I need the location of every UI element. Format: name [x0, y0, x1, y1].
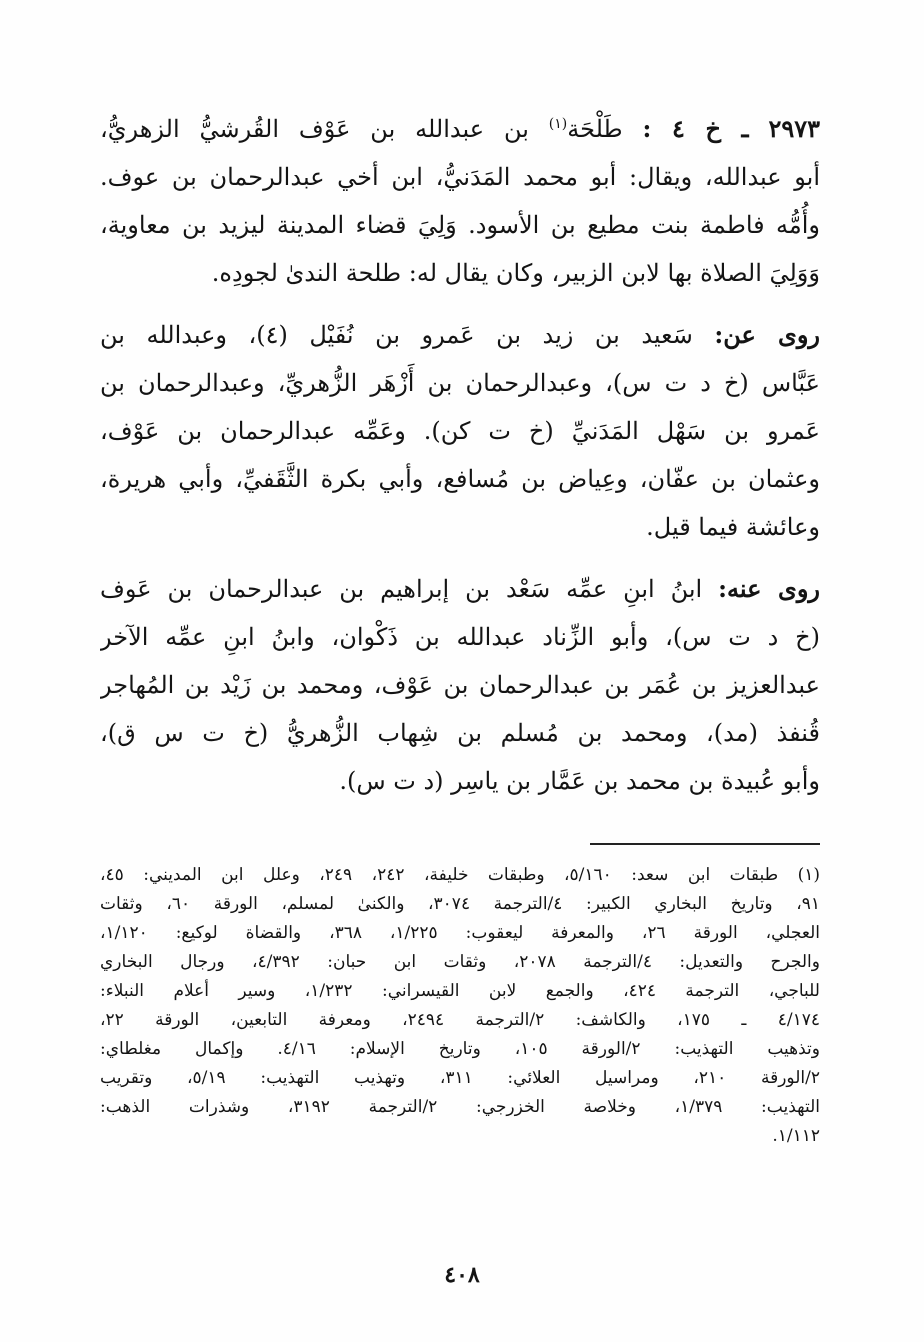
footnote-reference: (١) — [548, 116, 568, 132]
footnote-line: ٩١، وتاريخ البخاري الكبير: ٤/الترجمة ٣٠٧٤، والكنىٰ لمسلم، الورقة ٦٠، وثقات — [100, 894, 820, 914]
entry-number: ٢٩٧٣ — [768, 114, 820, 143]
entry-name: طَلْحَة — [567, 115, 623, 143]
footnote-line: وتذهيب التهذيب: ٢/الورقة ١٠٥، وتاريخ الإسلام: ٤/١٦. وإكمال مغلطاي: — [100, 1039, 820, 1059]
entry-paragraph — [100, 100, 820, 297]
page-number: ٤٠٨ — [444, 1262, 480, 1288]
entry-code: ـ خ ٤ : — [642, 114, 749, 143]
entry-first-line — [100, 100, 820, 153]
narrated-from-line: عَبَّاس (خ د ت س)، وعبدالرحمان بن أَزْهَر الزُّهريِّ، وعبدالرحمان بن — [100, 369, 820, 397]
footnote-line: ٤/١٧٤ ـ ١٧٥، والكاشف: ٢/الترجمة ٢٤٩٤، ومعرفة التابعين، الورقة ٢٢، — [100, 1010, 820, 1030]
footnote-line: العجلي، الورقة ٢٦، والمعرفة ليعقوب: ١/٢٢٥، ٣٦٨، والقضاة لوكيع: ١/١٢٠، — [100, 923, 820, 943]
narrated-by-first-line — [100, 565, 820, 613]
narrated-by-line: وأبو عُبيدة بن محمد بن عَمَّار بن ياسِر (د ت س). — [339, 767, 820, 795]
narrated-from-heading: روى عن: — [714, 320, 820, 349]
footnote-line: التهذيب: ١/٣٧٩، وخلاصة الخزرجي: ٢/الترجمة ٣١٩٢، وشذرات الذهب: — [100, 1097, 820, 1117]
narrated-by-line: عبدالعزيز بن عُمَر بن عبدالرحمان بن عَوْف، ومحمد بن زَيْد بن المُهاجر — [100, 671, 820, 699]
footnote-line: والجرح والتعديل: ٤/الترجمة ٢٠٧٨، وثقات ابن حبان: ٤/٣٩٢، ورجال البخاري — [100, 952, 820, 972]
entry-line: أبو عبدالله، ويقال: أبو محمد المَدَنيُّ، ابن أخي عبدالرحمان بن عوف. — [100, 163, 820, 191]
narrated-from-first-line — [100, 311, 820, 359]
footnote-separator — [590, 843, 820, 845]
narrated-from-paragraph — [100, 311, 820, 551]
footnote-line: ٢/الورقة ٢١٠، ومراسيل العلائي: ٣١١، وتهذيب التهذيب: ٥/١٩، وتقريب — [100, 1068, 820, 1088]
page-body — [100, 100, 820, 1151]
footnote-line: للباجي، الترجمة ٤٢٤، والجمع لابن القيسراني: ١/٢٣٢، وسير أعلام النبلاء: — [100, 981, 820, 1001]
footnote-line: ١/١١٢. — [772, 1126, 820, 1146]
narrated-by-heading: روى عنه: — [718, 574, 820, 603]
narrated-from-line: وعائشة فيما قيل. — [646, 513, 820, 541]
entry-line: بن عبدالله بن عَوْف القُرشيُّ الزهريُّ، — [100, 115, 529, 143]
narrated-from-line: سَعيد بن زيد بن عَمرو بن نُفَيْل (٤)، وعبدالله بن — [100, 321, 693, 349]
footnote — [100, 861, 820, 1151]
entry-line: وَوَلِيَ الصلاة بها لابن الزبير، وكان يقال له: طلحة الندىٰ لجودِه. — [211, 259, 820, 287]
narrated-from-line: وعثمان بن عفّان، وعِياض بن مُسافع، وأبي بكرة الثَّقَفيِّ، وأبي هريرة، — [100, 465, 820, 493]
entry-line: وأُمُّه فاطمة بنت مطيع بن الأسود. وَلِيَ قضاء المدينة ليزيد بن معاوية، — [100, 211, 820, 239]
narrated-from-line: عَمرو بن سَهْل المَدَنيِّ (خ ت كن). وعَمِّه عبدالرحمان بن عَوْف، — [100, 417, 820, 445]
footnote-line: (١) طبقات ابن سعد: ٥/١٦٠، وطبقات خليفة، ٢٤٢، ٢٤٩، وعلل ابن المديني: ٤٥، — [100, 865, 820, 885]
narrated-by-line: (خ د ت س)، وأبو الزِّناد عبدالله بن ذَكْوان، وابنُ ابنِ عمِّه الآخر — [100, 623, 820, 651]
narrated-by-line: قُنفذ (مد)، ومحمد بن مُسلم بن شِهاب الزُّهريُّ (خ ت س ق)، — [100, 719, 820, 747]
narrated-by-paragraph — [100, 565, 820, 805]
narrated-by-line: ابنُ ابنِ عمِّه سَعْد بن إبراهيم بن عبدالرحمان بن عَوف — [100, 575, 703, 603]
